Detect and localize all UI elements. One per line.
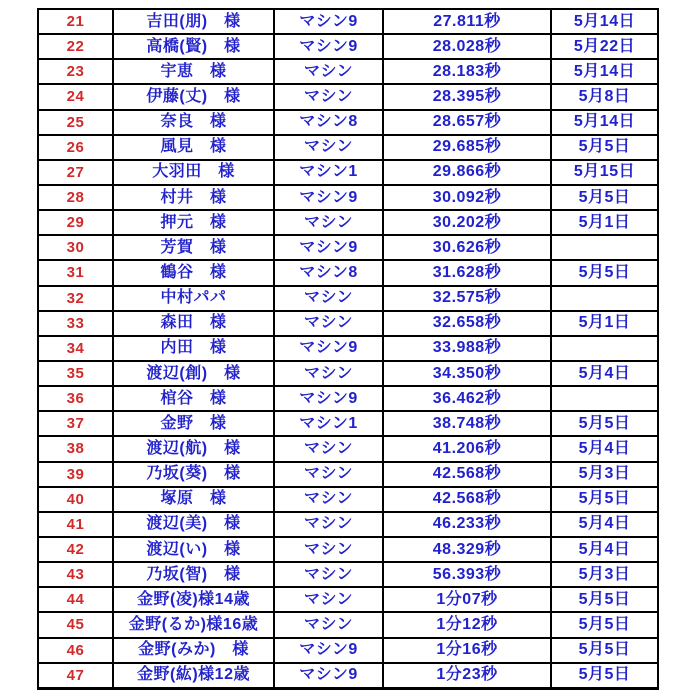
machine-cell: マシン: [274, 537, 383, 562]
name-cell: 宇恵 様: [113, 59, 274, 84]
time-cell: 30.092秒: [383, 185, 551, 210]
name-cell: 鶴谷 様: [113, 260, 274, 285]
date-cell: [551, 286, 658, 311]
table-row: [38, 210, 658, 235]
name-cell: 内田 様: [113, 336, 274, 361]
date-cell: 5月5日: [551, 411, 658, 436]
machine-cell: マシン: [274, 84, 383, 109]
name-cell: 風見 様: [113, 135, 274, 160]
date-cell: 5月5日: [551, 612, 658, 637]
machine-cell: マシン9: [274, 185, 383, 210]
time-cell: 28.657秒: [383, 110, 551, 135]
rank-cell: 23: [38, 59, 113, 84]
table-row: [38, 135, 658, 160]
table-row: [38, 386, 658, 411]
table-row: [38, 110, 658, 135]
time-cell: 1分23秒: [383, 663, 551, 689]
rank-cell: 41: [38, 512, 113, 537]
rank-cell: 31: [38, 260, 113, 285]
rank-cell: 39: [38, 462, 113, 487]
date-cell: 5月5日: [551, 587, 658, 612]
table-row: [38, 361, 658, 386]
time-cell: 30.202秒: [383, 210, 551, 235]
table-row: [38, 160, 658, 185]
rank-cell: 29: [38, 210, 113, 235]
table-row: [38, 612, 658, 637]
machine-cell: マシン1: [274, 160, 383, 185]
date-cell: [551, 235, 658, 260]
rank-cell: 26: [38, 135, 113, 160]
table-row: [38, 311, 658, 336]
name-cell: 芳賀 様: [113, 235, 274, 260]
time-cell: 48.329秒: [383, 537, 551, 562]
machine-cell: マシン: [274, 612, 383, 637]
machine-cell: マシン: [274, 487, 383, 512]
table-row: [38, 487, 658, 512]
machine-cell: マシン: [274, 587, 383, 612]
table-row: [38, 537, 658, 562]
name-cell: 森田 様: [113, 311, 274, 336]
time-cell: 42.568秒: [383, 462, 551, 487]
table-row: [38, 638, 658, 663]
table-row: [38, 587, 658, 612]
date-cell: 5月14日: [551, 9, 658, 34]
time-cell: 38.748秒: [383, 411, 551, 436]
date-cell: 5月4日: [551, 361, 658, 386]
table-row: [38, 286, 658, 311]
time-cell: 31.628秒: [383, 260, 551, 285]
time-cell: 29.685秒: [383, 135, 551, 160]
name-cell: 村井 様: [113, 185, 274, 210]
machine-cell: マシン9: [274, 235, 383, 260]
rank-cell: 34: [38, 336, 113, 361]
rank-cell: 25: [38, 110, 113, 135]
table-row: [38, 84, 658, 109]
machine-cell: マシン: [274, 361, 383, 386]
machine-cell: マシン: [274, 311, 383, 336]
date-cell: [551, 386, 658, 411]
rank-cell: 32: [38, 286, 113, 311]
time-cell: 56.393秒: [383, 562, 551, 587]
machine-cell: マシン9: [274, 386, 383, 411]
machine-cell: マシン9: [274, 336, 383, 361]
name-cell: 渡辺(航) 様: [113, 436, 274, 461]
name-cell: 渡辺(美) 様: [113, 512, 274, 537]
name-cell: 伊藤(丈) 様: [113, 84, 274, 109]
rank-cell: 30: [38, 235, 113, 260]
date-cell: 5月5日: [551, 487, 658, 512]
rank-cell: 44: [38, 587, 113, 612]
rank-cell: 37: [38, 411, 113, 436]
time-cell: 30.626秒: [383, 235, 551, 260]
name-cell: 高橋(賢) 様: [113, 34, 274, 59]
rank-cell: 21: [38, 9, 113, 34]
machine-cell: マシン: [274, 512, 383, 537]
date-cell: 5月22日: [551, 34, 658, 59]
time-cell: 32.658秒: [383, 311, 551, 336]
rank-cell: 43: [38, 562, 113, 587]
time-cell: 42.568秒: [383, 487, 551, 512]
date-cell: 5月5日: [551, 185, 658, 210]
name-cell: 中村パパ: [113, 286, 274, 311]
rank-cell: 45: [38, 612, 113, 637]
table-row: [38, 462, 658, 487]
ranking-table: [37, 8, 659, 690]
date-cell: 5月5日: [551, 663, 658, 689]
date-cell: 5月14日: [551, 59, 658, 84]
name-cell: 渡辺(い) 様: [113, 537, 274, 562]
rank-cell: 36: [38, 386, 113, 411]
name-cell: 渡辺(創) 様: [113, 361, 274, 386]
time-cell: 36.462秒: [383, 386, 551, 411]
date-cell: 5月8日: [551, 84, 658, 109]
time-cell: 29.866秒: [383, 160, 551, 185]
machine-cell: マシン8: [274, 110, 383, 135]
name-cell: 乃坂(智) 様: [113, 562, 274, 587]
table-row: [38, 9, 658, 34]
date-cell: 5月5日: [551, 638, 658, 663]
name-cell: 吉田(朋) 様: [113, 9, 274, 34]
rank-cell: 40: [38, 487, 113, 512]
time-cell: 28.183秒: [383, 59, 551, 84]
time-cell: 34.350秒: [383, 361, 551, 386]
time-cell: 32.575秒: [383, 286, 551, 311]
date-cell: 5月1日: [551, 210, 658, 235]
machine-cell: マシン9: [274, 663, 383, 689]
machine-cell: マシン: [274, 59, 383, 84]
name-cell: 棺谷 様: [113, 386, 274, 411]
machine-cell: マシン: [274, 286, 383, 311]
date-cell: 5月1日: [551, 311, 658, 336]
rank-cell: 28: [38, 185, 113, 210]
time-cell: 1分12秒: [383, 612, 551, 637]
date-cell: [551, 336, 658, 361]
rank-cell: 27: [38, 160, 113, 185]
time-cell: 1分07秒: [383, 587, 551, 612]
date-cell: 5月4日: [551, 436, 658, 461]
date-cell: 5月3日: [551, 562, 658, 587]
machine-cell: マシン: [274, 210, 383, 235]
machine-cell: マシン: [274, 135, 383, 160]
rank-cell: 46: [38, 638, 113, 663]
date-cell: 5月15日: [551, 160, 658, 185]
name-cell: 金野(るか)様16歳: [113, 612, 274, 637]
machine-cell: マシン9: [274, 34, 383, 59]
date-cell: 5月4日: [551, 537, 658, 562]
name-cell: 金野(紘)様12歳: [113, 663, 274, 689]
time-cell: 1分16秒: [383, 638, 551, 663]
table-row: [38, 260, 658, 285]
machine-cell: マシン8: [274, 260, 383, 285]
name-cell: 金野(凌)様14歳: [113, 587, 274, 612]
table-row: [38, 235, 658, 260]
date-cell: 5月14日: [551, 110, 658, 135]
date-cell: 5月5日: [551, 135, 658, 160]
name-cell: 塚原 様: [113, 487, 274, 512]
rank-cell: 33: [38, 311, 113, 336]
time-cell: 27.811秒: [383, 9, 551, 34]
name-cell: 押元 様: [113, 210, 274, 235]
table-row: [38, 512, 658, 537]
machine-cell: マシン9: [274, 638, 383, 663]
rank-cell: 42: [38, 537, 113, 562]
table-row: [38, 562, 658, 587]
time-cell: 28.028秒: [383, 34, 551, 59]
time-cell: 28.395秒: [383, 84, 551, 109]
machine-cell: マシン: [274, 462, 383, 487]
machine-cell: マシン9: [274, 9, 383, 34]
machine-cell: マシン: [274, 436, 383, 461]
date-cell: 5月3日: [551, 462, 658, 487]
table-row: [38, 411, 658, 436]
name-cell: 金野(みか) 様: [113, 638, 274, 663]
time-cell: 46.233秒: [383, 512, 551, 537]
table-row: [38, 663, 658, 689]
rank-cell: 22: [38, 34, 113, 59]
name-cell: 奈良 様: [113, 110, 274, 135]
name-cell: 金野 様: [113, 411, 274, 436]
name-cell: 乃坂(葵) 様: [113, 462, 274, 487]
date-cell: 5月5日: [551, 260, 658, 285]
ranking-table-body: [38, 9, 658, 689]
table-row: [38, 59, 658, 84]
table-row: [38, 336, 658, 361]
table-row: [38, 436, 658, 461]
machine-cell: マシン1: [274, 411, 383, 436]
date-cell: 5月4日: [551, 512, 658, 537]
table-row: [38, 185, 658, 210]
rank-cell: 24: [38, 84, 113, 109]
time-cell: 41.206秒: [383, 436, 551, 461]
table-row: [38, 34, 658, 59]
time-cell: 33.988秒: [383, 336, 551, 361]
rank-cell: 47: [38, 663, 113, 689]
machine-cell: マシン: [274, 562, 383, 587]
name-cell: 大羽田 様: [113, 160, 274, 185]
rank-cell: 35: [38, 361, 113, 386]
rank-cell: 38: [38, 436, 113, 461]
